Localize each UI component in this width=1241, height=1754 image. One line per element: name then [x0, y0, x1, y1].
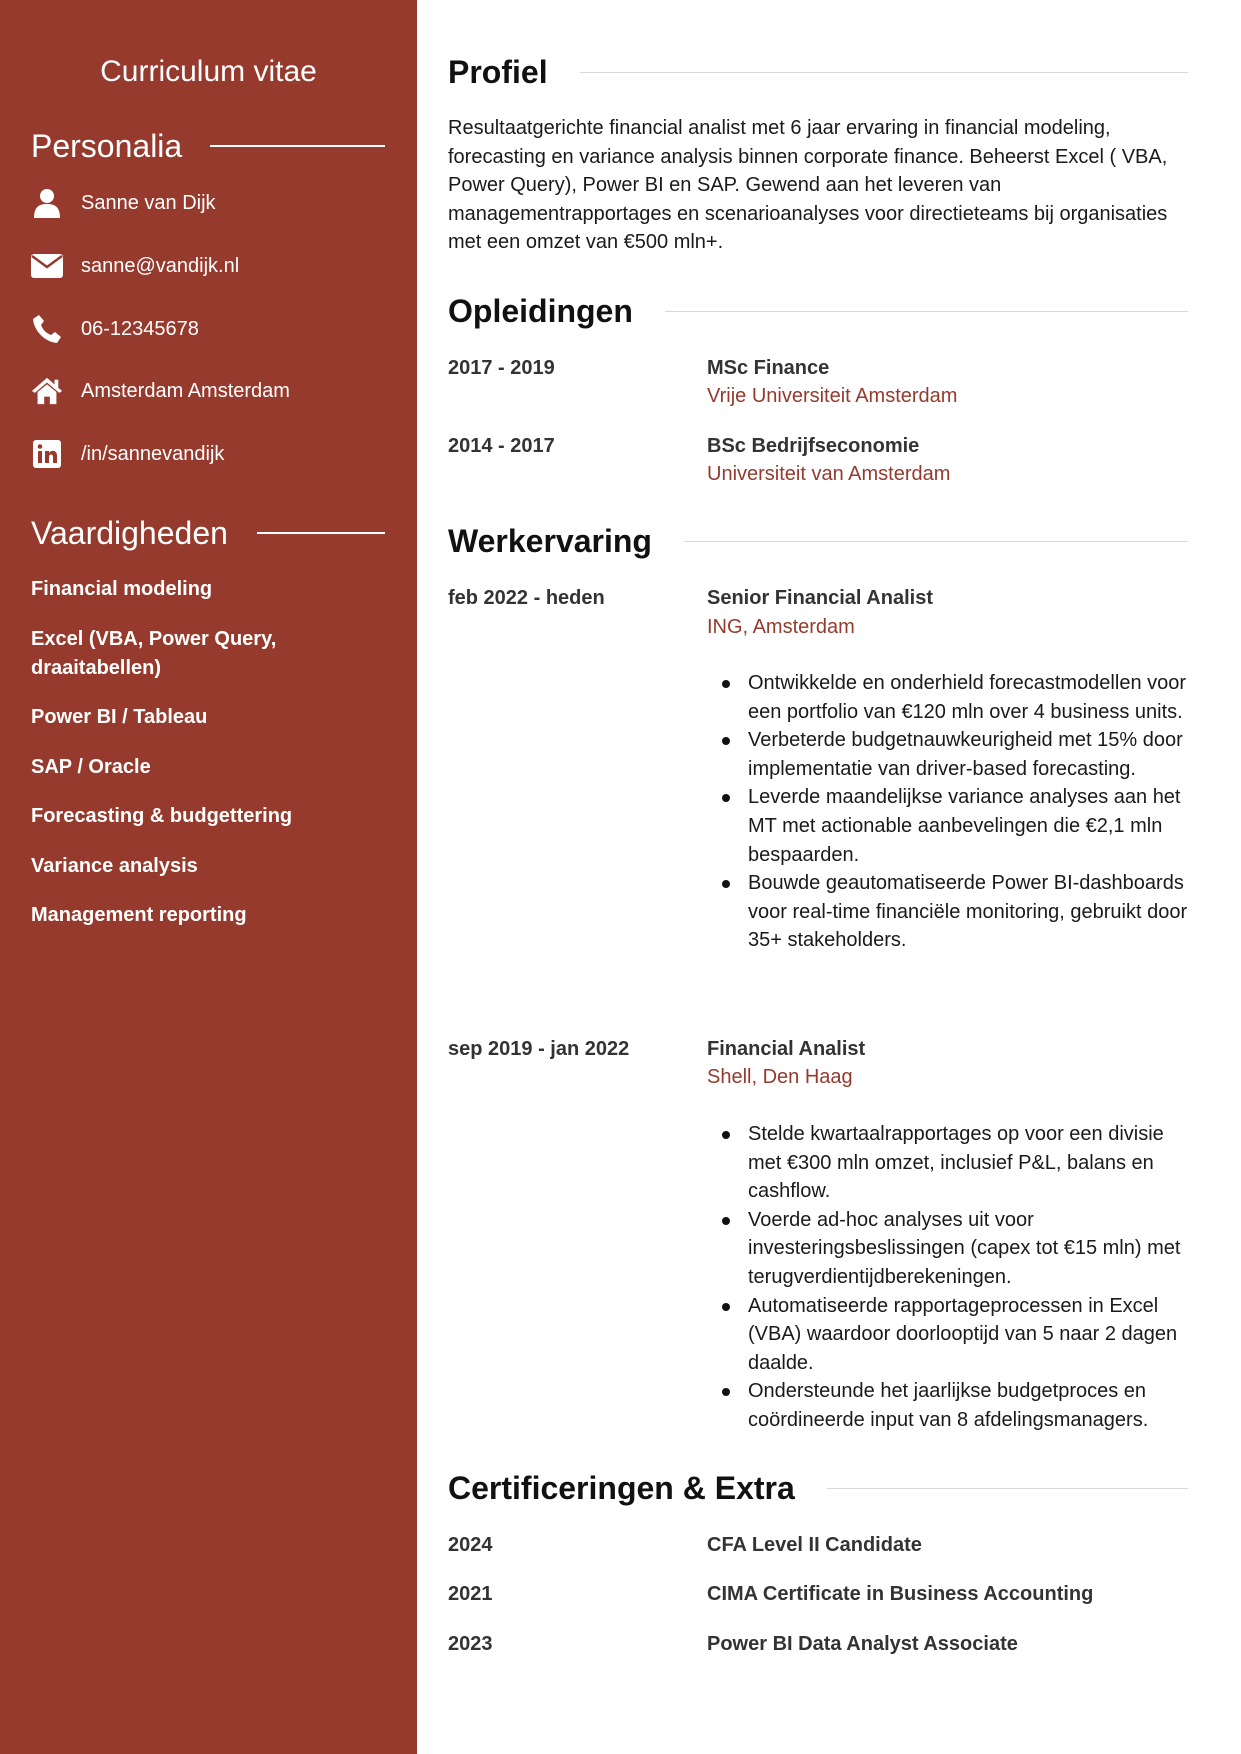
job-bullet	[748, 1206, 1188, 1292]
certification-year: 2023	[448, 1633, 493, 1655]
skills-divider	[257, 532, 385, 534]
bullet-dot-icon	[722, 1131, 730, 1139]
bullet-dot-icon	[722, 737, 730, 745]
skill-item: Financial modeling	[31, 578, 213, 600]
contact-address	[31, 374, 290, 408]
personalia-heading: Personalia	[31, 128, 183, 164]
job-bullets	[748, 1120, 1188, 1435]
job-bullets	[748, 669, 1188, 955]
job-bullet	[748, 1377, 1188, 1434]
contact-address-text: Amsterdam Amsterdam	[81, 379, 290, 402]
job-date: feb 2022 - heden	[448, 587, 605, 609]
profile-divider	[580, 72, 1188, 73]
linkedin-icon	[31, 439, 63, 469]
personalia-divider	[210, 145, 385, 147]
contact-name-text: Sanne van Dijk	[81, 191, 216, 214]
skills-heading: Vaardigheden	[31, 515, 228, 551]
skill-item: Forecasting & budgettering	[31, 805, 293, 827]
certifications-divider	[827, 1488, 1188, 1489]
sidebar	[0, 0, 417, 1754]
education-heading: Opleidingen	[448, 292, 633, 329]
bullet-dot-icon	[722, 1388, 730, 1396]
bullet-dot-icon	[722, 1217, 730, 1225]
certification-title: Power BI Data Analyst Associate	[707, 1633, 1018, 1655]
contact-linkedin[interactable]	[31, 437, 224, 471]
job-bullet-text: Voerde ad-hoc analyses uit voor investeringsbeslissingen (capex tot €15 mln) met terugverdientijdberekeningen.	[748, 1208, 1181, 1288]
skill-item: Management reporting	[31, 904, 247, 926]
education-date: 2014 - 2017	[448, 435, 555, 457]
home-icon	[31, 376, 63, 406]
job-bullet	[748, 1120, 1188, 1206]
bullet-dot-icon	[722, 880, 730, 888]
job-title: Senior Financial Analist	[707, 587, 933, 609]
envelope-icon	[31, 251, 63, 281]
job-title: Financial Analist	[707, 1038, 866, 1060]
experience-section-header	[448, 521, 1188, 561]
certifications-heading: Certificeringen & Extra	[448, 1469, 795, 1506]
certification-year: 2024	[448, 1534, 493, 1556]
education-title: MSc Finance	[707, 357, 830, 379]
job-bullet-text: Automatiseerde rapportageprocessen in Excel (VBA) waardoor doorlooptijd van 5 naar 2 dagen daalde.	[748, 1294, 1178, 1374]
skill-item: Power BI / Tableau	[31, 706, 208, 728]
profile-text: Resultaatgerichte financial analist met 6 jaar ervaring in financial modeling, forecasting en variance analysis binnen corporate finance. Beheerst Excel ( VBA, Power Query), Power BI en SAP. Gewend aan het leveren van managementrapportages en scenarioanalyses voor directieteams bij organisaties met een omzet van €500 mln+.	[448, 117, 1168, 254]
job-bullet	[748, 783, 1188, 869]
profile-heading: Profiel	[448, 53, 548, 90]
phone-icon	[31, 314, 63, 344]
bullet-dot-icon	[722, 1303, 730, 1311]
job-bullet	[748, 869, 1188, 955]
job-company: ING, Amsterdam	[707, 616, 855, 638]
job-bullet	[748, 669, 1188, 726]
job-bullet	[748, 726, 1188, 783]
contact-phone-text[interactable]: 06-12345678	[81, 317, 199, 340]
contact-linkedin-text[interactable]: /in/sannevandijk	[81, 442, 225, 465]
job-bullet-text: Bouwde geautomatiseerde Power BI-dashboards voor real-time financiële monitoring, gebruikt door 35+ stakeholders.	[748, 872, 1188, 952]
education-divider	[665, 311, 1188, 312]
contact-email-text[interactable]: sanne@vandijk.nl	[81, 254, 240, 277]
certifications-section-header	[448, 1468, 1188, 1508]
contact-phone[interactable]	[31, 312, 199, 346]
certification-year: 2021	[448, 1583, 493, 1605]
education-institution: Vrije Universiteit Amsterdam	[707, 385, 958, 407]
certification-title: CIMA Certificate in Business Accounting	[707, 1583, 1094, 1605]
job-bullet-text: Verbeterde budgetnauwkeurigheid met 15% door implementatie van driver-based forecasting.	[748, 729, 1183, 780]
skill-item: Excel (VBA, Power Query, draaitabellen)	[31, 628, 277, 679]
profile-section-header	[448, 52, 1188, 92]
bullet-dot-icon	[722, 794, 730, 802]
skill-item: Variance analysis	[31, 855, 198, 877]
job-bullet-text: Ondersteunde het jaarlijkse budgetproces en coördineerde input van 8 afdelingsmanagers.	[748, 1380, 1149, 1431]
job-bullet	[748, 1292, 1188, 1378]
education-date: 2017 - 2019	[448, 357, 555, 379]
experience-heading: Werkervaring	[448, 522, 652, 559]
person-icon	[31, 188, 63, 218]
certification-title: CFA Level II Candidate	[707, 1534, 922, 1556]
cv-title: Curriculum vitae	[100, 55, 317, 88]
education-institution: Universiteit van Amsterdam	[707, 463, 951, 485]
contact-email[interactable]	[31, 249, 239, 283]
experience-divider	[684, 541, 1188, 542]
education-title: BSc Bedrijfseconomie	[707, 435, 920, 457]
contact-name	[31, 186, 216, 220]
main-content	[448, 0, 1188, 1754]
bullet-dot-icon	[722, 680, 730, 688]
education-section-header	[448, 291, 1188, 331]
job-bullet-text: Ontwikkelde en onderhield forecastmodellen voor een portfolio van €120 mln over 4 business units.	[748, 672, 1187, 723]
skill-item: SAP / Oracle	[31, 756, 151, 778]
job-date: sep 2019 - jan 2022	[448, 1038, 630, 1060]
job-company: Shell, Den Haag	[707, 1066, 853, 1088]
job-bullet-text: Stelde kwartaalrapportages op voor een divisie met €300 mln omzet, inclusief P&L, balans en cashflow.	[748, 1123, 1164, 1203]
job-bullet-text: Leverde maandelijkse variance analyses aan het MT met actionable aanbevelingen die €2,1 mln bespaarden.	[748, 786, 1181, 866]
